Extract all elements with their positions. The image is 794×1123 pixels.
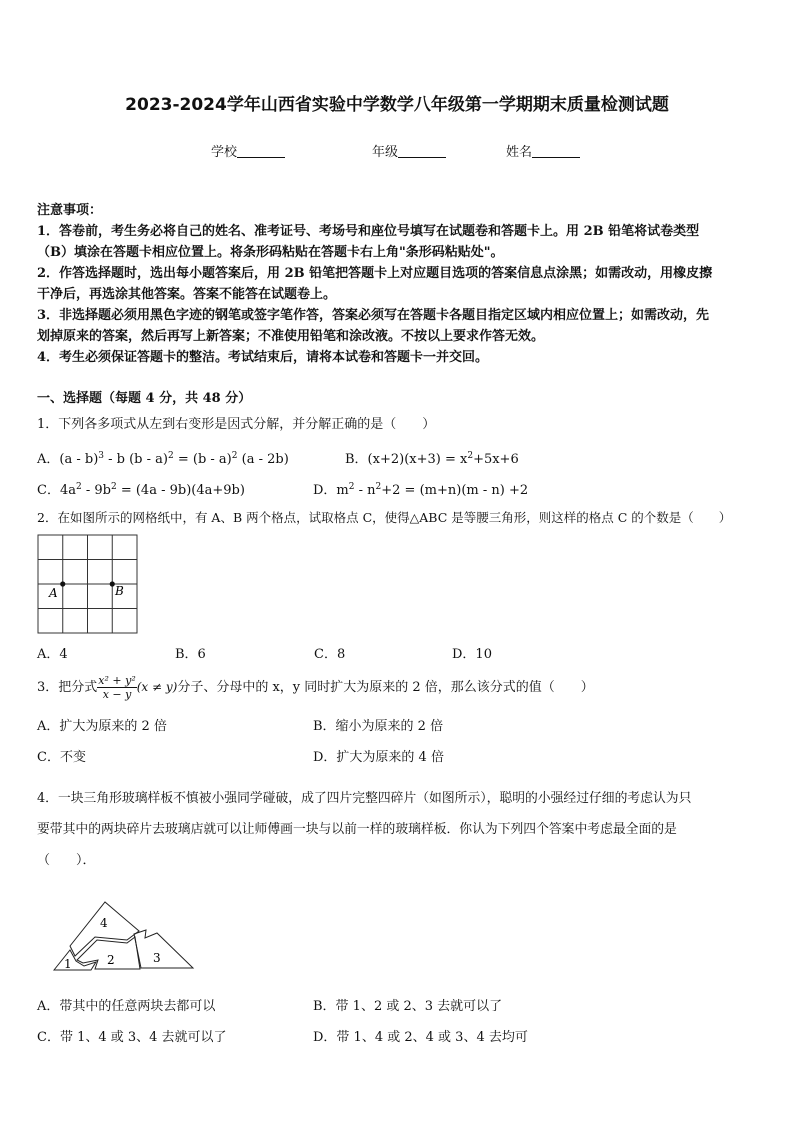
grade-blank bbox=[398, 145, 446, 158]
q4-option-d: D．带 1、4 或 2、4 或 3、4 去均可 bbox=[313, 1030, 528, 1045]
q1-stem: 1．下列各多项式从左到右变形是因式分解，并分解正确的是（ ） bbox=[37, 417, 436, 432]
notice-item-2b: 干净后，再选涂其他答案。答案不能答在试题卷上。 bbox=[37, 287, 337, 302]
section-heading: 一、选择题（每题 4 分，共 48 分） bbox=[37, 391, 252, 406]
q3-option-b: B．缩小为原来的 2 倍 bbox=[313, 719, 444, 734]
q2-option-b: B．6 bbox=[175, 647, 206, 662]
q1-option-b: B．$(x+2)(x+3) = x^2+5x+6$ bbox=[345, 451, 519, 467]
point-b-label: B bbox=[115, 584, 124, 598]
school-blank bbox=[237, 145, 285, 158]
piece-3 bbox=[134, 930, 193, 968]
name-blank bbox=[532, 145, 580, 158]
glass-pieces-figure bbox=[50, 900, 195, 972]
q3-option-c: C．不变 bbox=[37, 750, 86, 765]
name-field bbox=[506, 141, 580, 160]
piece-1 bbox=[54, 950, 96, 970]
notice-item-2a: 2．作答选择题时，选出每小题答案后，用 2B 铅笔把答题卡上对应题目选项的答案信息点涂黑；如需改动，用橡皮擦 bbox=[37, 266, 713, 281]
piece-1-label: 1 bbox=[64, 957, 72, 971]
q4-stem-line1: 4．一块三角形玻璃样板不慎被小强同学碰破，成了四片完整四碎片（如图所示），聪明的小强经过仔细的考虑认为只 bbox=[37, 791, 692, 806]
school-field bbox=[211, 141, 285, 160]
q3-option-a: A．扩大为原来的 2 倍 bbox=[37, 719, 167, 734]
q2-option-a: A．4 bbox=[37, 647, 68, 662]
q4-stem-line3: （ ）． bbox=[37, 853, 96, 868]
q3-fraction: $\frac{\text{x² + y²}}{x - y}$ bbox=[98, 674, 136, 701]
point-a bbox=[60, 581, 65, 586]
q1-option-a: A．(a - b)$^3$ - b (b - a)$^2$ = (b - a)$^2$ (a - 2b) bbox=[37, 451, 289, 467]
grade-field bbox=[372, 141, 446, 160]
q2-option-c: C．8 bbox=[314, 647, 346, 662]
piece-4-label: 4 bbox=[100, 916, 108, 930]
name-label: 姓名 bbox=[506, 145, 533, 160]
q2-option-d: D．10 bbox=[452, 647, 492, 662]
point-a-label: A bbox=[49, 586, 58, 600]
q1-option-c: C．$4a^2 - 9b^2 = (4a - 9b)(4a+9b)$ bbox=[37, 482, 245, 498]
q2-stem: 2．在如图所示的网格纸中，有 A、B 两个格点，试取格点 C，使得△ABC 是等腰三角形，则这样的格点 C 的个数是（ ） bbox=[37, 510, 732, 525]
grade-label: 年级 bbox=[372, 145, 399, 160]
notice-item-1a: 1．答卷前，考生务必将自己的姓名、准考证号、考场号和座位号填写在试题卷和答题卡上。用 2B 铅笔将试卷类型 bbox=[37, 224, 700, 239]
notice-item-3a: 3．非选择题必须用黑色字迹的钢笔或签字笔作答，答案必须写在答题卡各题目指定区域内相应位置上；如需改动，先 bbox=[37, 308, 710, 323]
notice-heading: 注意事项： bbox=[37, 203, 103, 218]
piece-2-label: 2 bbox=[107, 953, 115, 967]
page-title: 2023-2024学年山西省实验中学数学八年级第一学期期末质量检测试题 bbox=[125, 95, 669, 115]
q4-stem-line2: 要带其中的两块碎片去玻璃店就可以让师傅画一块与以前一样的玻璃样板．你认为下列四个答案中考虑最全面的是 bbox=[37, 822, 677, 837]
piece-3-label: 3 bbox=[153, 951, 161, 965]
notice-item-1b: （B）填涂在答题卡相应位置上。将条形码粘贴在答题卡右上角"条形码粘贴处"。 bbox=[37, 245, 504, 260]
grid-figure bbox=[37, 534, 139, 635]
q4-option-a: A．带其中的任意两块去都可以 bbox=[37, 999, 216, 1014]
q4-option-b: B．带 1、2 或 2、3 去就可以了 bbox=[313, 999, 503, 1014]
q3-stem: 3．把分式 $\frac{\text{x² + y²}}{x - y}$ (x ≠ y)分子、分母中的 x，y 同时扩大为原来的 2 倍，那么该分式的值（ ） bbox=[37, 674, 594, 701]
q3-option-d: D．扩大为原来的 4 倍 bbox=[313, 750, 444, 765]
notice-item-4: 4．考生必须保证答题卡的整洁。考试结束后，请将本试卷和答题卡一并交回。 bbox=[37, 350, 489, 365]
q4-option-c: C．带 1、4 或 3、4 去就可以了 bbox=[37, 1030, 227, 1045]
notice-item-3b: 划掉原来的答案，然后再写上新答案；不准使用铅笔和涂改液。不按以上要求作答无效。 bbox=[37, 329, 545, 344]
school-label: 学校 bbox=[211, 145, 238, 160]
q1-option-d: D．$m^2 - n^2+2 = (m+n)(m - n) +2$ bbox=[313, 482, 529, 498]
